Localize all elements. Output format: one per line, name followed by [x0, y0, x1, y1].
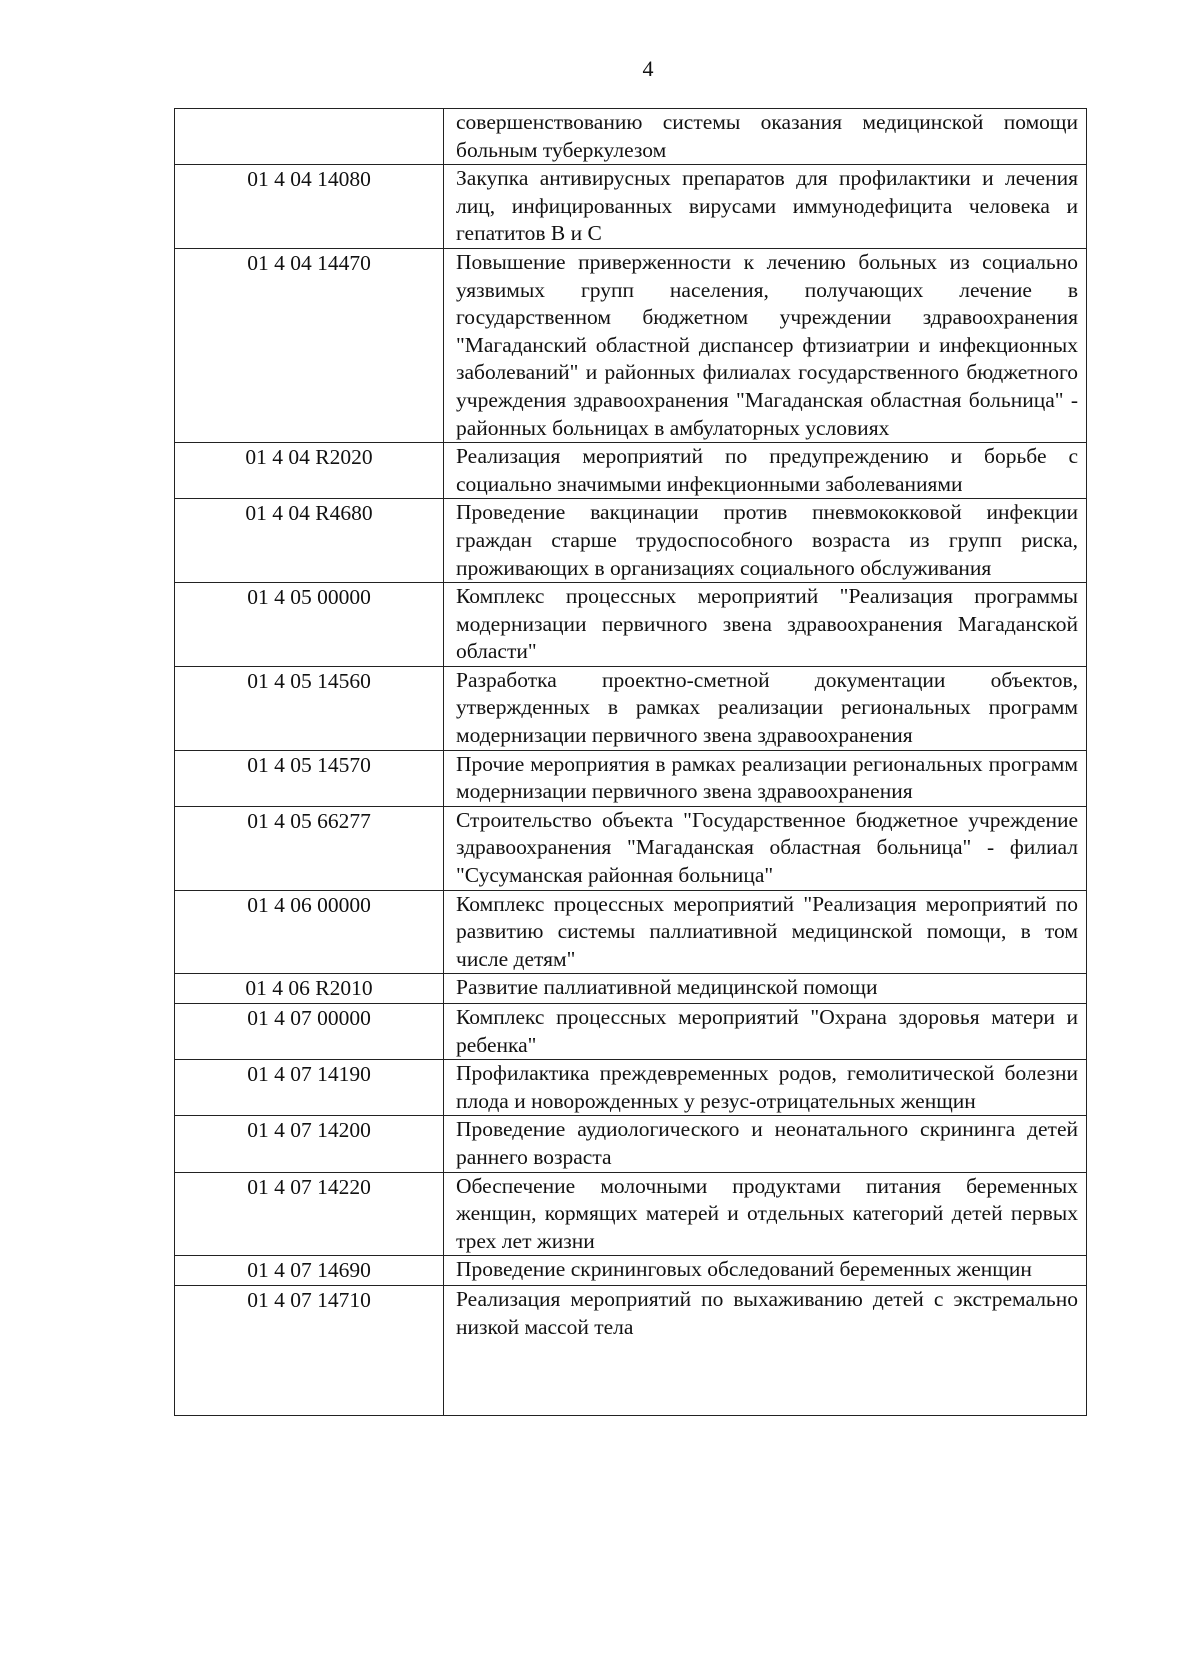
description-cell: Профилактика преждевременных родов, гемолитической болезни плода и новорожденных у резус-отрицательных женщин: [444, 1060, 1087, 1116]
code-cell: 01 4 04 R2020: [175, 443, 444, 499]
table-row: [175, 666, 1087, 750]
table-row: [175, 1004, 1087, 1060]
code-cell: 01 4 07 14190: [175, 1060, 444, 1116]
table-row: [175, 499, 1087, 583]
code-cell: 01 4 05 00000: [175, 583, 444, 667]
code-cell: 01 4 05 14570: [175, 750, 444, 806]
description-cell: Прочие мероприятия в рамках реализации региональных программ модернизации первичного звена здравоохранения: [444, 750, 1087, 806]
code-cell: 01 4 04 R4680: [175, 499, 444, 583]
description-cell: совершенствованию системы оказания медицинской помощи больным туберкулезом: [444, 109, 1087, 165]
code-cell: 01 4 04 14080: [175, 165, 444, 249]
description-cell: Комплекс процессных мероприятий "Охрана здоровья матери и ребенка": [444, 1004, 1087, 1060]
code-cell: 01 4 07 14690: [175, 1256, 444, 1286]
description-cell: Развитие паллиативной медицинской помощи: [444, 974, 1087, 1004]
table-row: [175, 974, 1087, 1004]
table-row: [175, 165, 1087, 249]
code-cell: 01 4 04 14470: [175, 248, 444, 442]
code-cell: 01 4 07 14220: [175, 1172, 444, 1256]
table-row: [175, 750, 1087, 806]
table-row: [175, 1060, 1087, 1116]
description-cell: Комплекс процессных мероприятий "Реализация программы модернизации первичного звена здравоохранения Магаданской области": [444, 583, 1087, 667]
code-cell: 01 4 07 00000: [175, 1004, 444, 1060]
description-cell: Обеспечение молочными продуктами питания беременных женщин, кормящих матерей и отдельных категорий детей первых трех лет жизни: [444, 1172, 1087, 1256]
description-cell: Реализация мероприятий по предупреждению и борьбе с социально значимыми инфекционными заболеваниями: [444, 443, 1087, 499]
description-cell: Разработка проектно-сметной документации объектов, утвержденных в рамках реализации региональных программ модернизации первичного звена здравоохранения: [444, 666, 1087, 750]
description-cell: Проведение вакцинации против пневмококковой инфекции граждан старше трудоспособного возраста из групп риска, проживающих в организациях социального обслуживания: [444, 499, 1087, 583]
description-cell: Проведение аудиологического и неонатального скрининга детей раннего возраста: [444, 1116, 1087, 1172]
description-cell: Комплекс процессных мероприятий "Реализация мероприятий по развитию системы паллиативной медицинской помощи, в том числе детям": [444, 890, 1087, 974]
code-cell: 01 4 07 14200: [175, 1116, 444, 1172]
description-cell: Строительство объекта "Государственное бюджетное учреждение здравоохранения "Магаданская областная больница" - филиал "Сусуманская районная больница": [444, 806, 1087, 890]
table-row: [175, 890, 1087, 974]
page-number: 4: [642, 56, 654, 81]
code-cell: 01 4 05 66277: [175, 806, 444, 890]
code-cell: [175, 109, 444, 165]
table-row: [175, 806, 1087, 890]
code-cell: 01 4 06 00000: [175, 890, 444, 974]
code-cell: 01 4 05 14560: [175, 666, 444, 750]
table-row: [175, 443, 1087, 499]
description-cell: Реализация мероприятий по выхаживанию детей с экстремально низкой массой тела: [444, 1285, 1087, 1415]
table-row: [175, 1256, 1087, 1286]
table-row: [175, 248, 1087, 442]
table-row: [175, 109, 1087, 165]
description-cell: Повышение приверженности к лечению больных из социально уязвимых групп населения, получающих лечение в государственном бюджетном учреждении здравоохранения "Магаданский областной диспансер фтизиатрии и инфекционных заболеваний" и районных филиалах государственного бюджетного учреждения здравоохранения "Магаданская областная больница" - районных больницах в амбулаторных условиях: [444, 248, 1087, 442]
table-row: [175, 1172, 1087, 1256]
description-cell: Закупка антивирусных препаратов для профилактики и лечения лиц, инфицированных вирусами иммунодефицита человека и гепатитов В и С: [444, 165, 1087, 249]
table-row: [175, 1116, 1087, 1172]
code-cell: 01 4 06 R2010: [175, 974, 444, 1004]
table-row: [175, 583, 1087, 667]
budget-codes-table: [174, 108, 1087, 1416]
description-cell: Проведение скрининговых обследований беременных женщин: [444, 1256, 1087, 1286]
table-row: [175, 1285, 1087, 1415]
code-cell: 01 4 07 14710: [175, 1285, 444, 1415]
